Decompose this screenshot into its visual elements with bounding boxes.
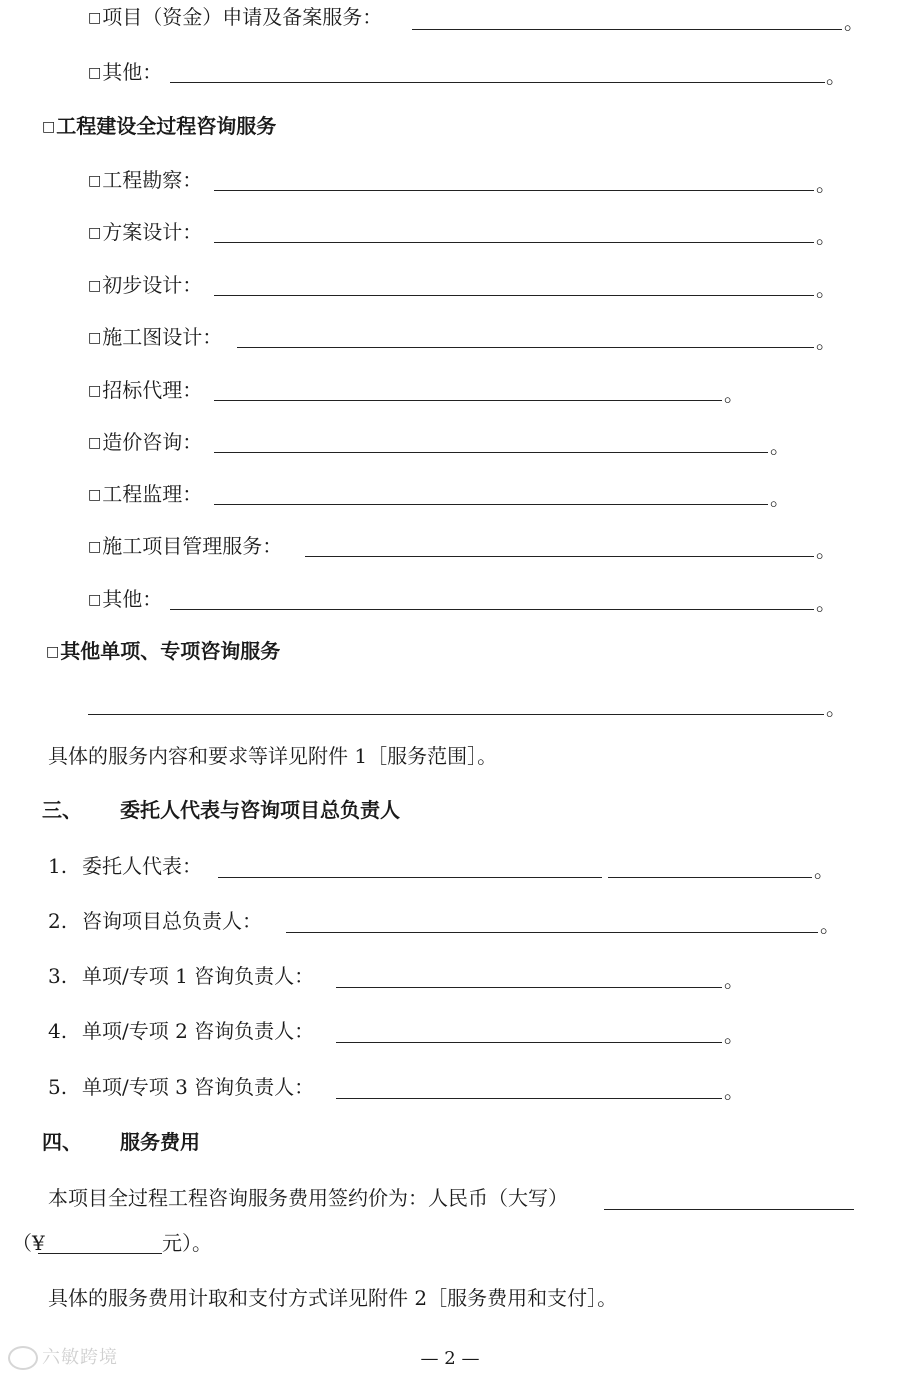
period: 。 [724,382,744,406]
section-title: 服务费用 [120,1130,200,1154]
person-row [48,1073,314,1101]
checkbox-icon[interactable]: □ [88,173,102,189]
section-title: 工程建设全过程咨询服务 [56,114,277,138]
period: 。 [724,1079,744,1103]
section-four-heading [42,1128,200,1156]
row-number: 5. [48,1075,68,1099]
person-label: 委托人代表： [82,854,202,878]
fill-line[interactable] [214,295,814,296]
section-number: 三、 [42,798,82,822]
item-scheme [88,218,202,247]
item-label: 方案设计： [102,220,203,244]
period: 。 [816,329,836,353]
fill-line[interactable] [214,242,814,243]
fill-line[interactable] [412,29,842,30]
checkbox-icon[interactable]: □ [88,592,102,608]
checkbox-icon[interactable]: □ [88,539,102,555]
page-number: — 2 — [420,1348,480,1369]
item-prelim [88,271,202,300]
section-number: 四、 [42,1130,82,1154]
item-label: 造价咨询： [102,430,203,454]
item-bidding [88,376,202,405]
checkbox-icon[interactable]: □ [46,644,60,660]
service-scope-paragraph: 具体的服务内容和要求等详见附件 1［服务范围］。 [48,744,498,768]
fee-yen-open: （¥ [12,1231,45,1255]
checkbox-icon[interactable]: □ [88,330,102,346]
fill-line[interactable] [336,1098,722,1099]
watermark-text: 六敏跨境 [42,1347,118,1368]
fee-price-text: 本项目全过程工程咨询服务费用签约价为：人民币（大写） [48,1186,568,1210]
item-supervision [88,480,202,509]
fill-line[interactable] [218,877,602,878]
period: 。 [816,277,836,301]
fill-line[interactable] [336,987,722,988]
item-survey [88,166,202,195]
item-label: 初步设计： [102,273,203,297]
checkbox-icon[interactable]: □ [88,435,102,451]
row-number: 1. [48,854,68,878]
item-label: 施工项目管理服务： [102,534,283,558]
section-three-heading [42,796,400,824]
item-label: 招标代理： [102,378,203,402]
fee-detail-paragraph: 具体的服务费用计取和支付方式详见附件 2［服务费用和支付］。 [48,1286,618,1310]
period: 。 [826,64,846,88]
item-cost [88,428,202,457]
section-title: 委托人代表与咨询项目总负责人 [120,798,400,822]
period: 。 [770,486,790,510]
person-row [48,852,202,880]
checkbox-icon[interactable]: □ [88,225,102,241]
fill-line[interactable] [170,609,814,610]
fill-line[interactable] [88,714,824,715]
item-construction-drawing [88,323,222,352]
fill-line[interactable] [305,556,814,557]
person-label: 单项/专项 3 咨询负责人： [82,1075,315,1099]
fill-line[interactable] [608,877,812,878]
item-label: 其他： [102,587,163,611]
item-label: 项目（资金）申请及备案服务： [102,5,383,29]
fill-line[interactable] [286,932,818,933]
fill-line[interactable] [336,1042,722,1043]
period: 。 [770,434,790,458]
period: 。 [816,538,836,562]
period: 。 [814,858,834,882]
fill-line[interactable] [214,190,814,191]
period: 。 [724,968,744,992]
period: 。 [816,224,836,248]
person-row [48,962,314,990]
checkbox-icon[interactable]: □ [88,278,102,294]
section-other-single [46,637,280,666]
item-other [88,58,162,87]
period: 。 [820,913,840,937]
person-row [48,1017,314,1045]
item-label: 施工图设计： [102,325,223,349]
fill-line[interactable] [214,504,768,505]
section-whole-process [42,112,276,141]
checkbox-icon[interactable]: □ [88,10,102,26]
person-label: 咨询项目总负责人： [82,909,262,933]
fill-line[interactable] [214,452,768,453]
fill-line[interactable] [170,82,825,83]
row-number: 4. [48,1019,68,1043]
fill-line[interactable] [604,1209,854,1210]
section-title: 其他单项、专项咨询服务 [60,639,281,663]
fill-line[interactable] [214,400,722,401]
period: 。 [816,172,836,196]
item-label: 其他： [102,60,163,84]
fee-yen-close: 元）。 [162,1231,212,1255]
person-label: 单项/专项 2 咨询负责人： [82,1019,315,1043]
item-label: 工程勘察： [102,168,203,192]
person-row [48,907,262,935]
checkbox-icon[interactable]: □ [88,487,102,503]
period: 。 [844,10,864,34]
period: 。 [826,696,846,720]
period: 。 [816,591,836,615]
row-number: 2. [48,909,68,933]
person-label: 单项/专项 1 咨询负责人： [82,964,315,988]
item-other [88,585,162,614]
period: 。 [724,1023,744,1047]
row-number: 3. [48,964,68,988]
item-project-funding [88,3,382,32]
fill-line[interactable] [237,347,814,348]
fill-line[interactable] [38,1253,162,1254]
checkbox-icon[interactable]: □ [88,383,102,399]
item-construction-mgmt [88,532,282,561]
item-label: 工程监理： [102,482,203,506]
checkbox-icon[interactable]: □ [88,65,102,81]
checkbox-icon[interactable]: □ [42,119,56,135]
